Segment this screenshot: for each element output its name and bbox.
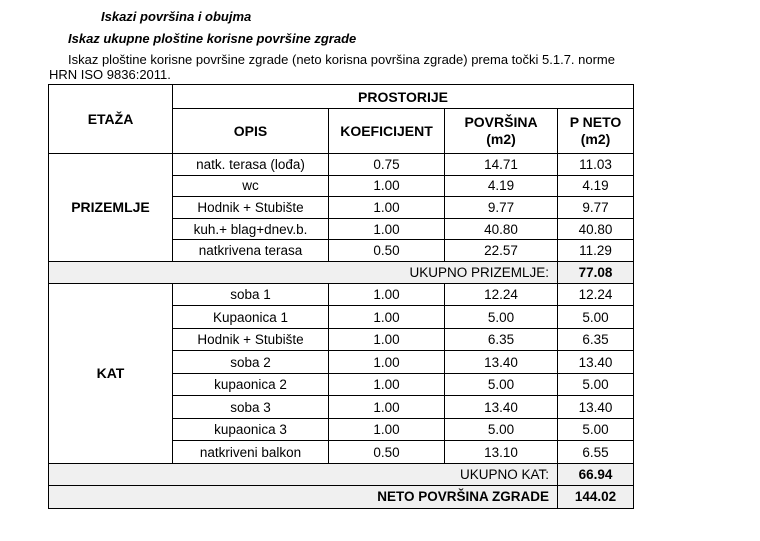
col-header-povrsina <box>445 109 558 154</box>
cell-pneto: 5.00 <box>558 306 634 329</box>
cell-opis: kupaonica 3 <box>173 418 329 441</box>
cell-koef: 1.00 <box>329 351 445 374</box>
table-row <box>49 154 634 176</box>
cell-povrsina: 14.71 <box>445 154 558 176</box>
cell-pneto: 6.35 <box>558 328 634 351</box>
cell-povrsina: 5.00 <box>445 418 558 441</box>
subtotal-value: 66.94 <box>558 463 634 485</box>
col-header-pneto-line1: P NETO <box>569 114 622 130</box>
cell-koef: 1.00 <box>329 396 445 419</box>
header-prostorije: PROSTORIJE <box>173 85 634 109</box>
cell-pneto: 5.00 <box>558 373 634 396</box>
section-heading: Iskazi površina i obujma <box>101 9 252 24</box>
area-table <box>48 84 634 509</box>
cell-pneto: 4.19 <box>558 175 634 197</box>
cell-povrsina: 13.10 <box>445 441 558 464</box>
col-header-pneto-line2: (m2) <box>580 131 611 147</box>
cell-opis: natkriveni balkon <box>173 441 329 464</box>
header-etaza: ETAŽA <box>49 85 173 154</box>
cell-opis: natk. terasa (lođa) <box>173 154 329 176</box>
cell-pneto: 13.40 <box>558 396 634 419</box>
cell-opis: natkrivena terasa <box>173 240 329 262</box>
cell-opis: soba 1 <box>173 283 329 306</box>
cell-povrsina: 13.40 <box>445 396 558 419</box>
cell-koef: 1.00 <box>329 283 445 306</box>
etaza-prizemlje: PRIZEMLJE <box>49 154 173 262</box>
cell-pneto: 9.77 <box>558 197 634 219</box>
etaza-kat: KAT <box>49 283 173 463</box>
header-row-1 <box>49 85 634 109</box>
col-header-povrsina-line2: (m2) <box>486 131 516 147</box>
table-row <box>49 283 634 306</box>
subtotal-row-kat <box>49 463 634 485</box>
cell-opis: kuh.+ blag+dnev.b. <box>173 218 329 240</box>
intro-line-2: HRN ISO 9836:2011. <box>49 67 171 82</box>
cell-povrsina: 22.57 <box>445 240 558 262</box>
intro-line-1: Iskaz ploštine korisne površine zgrade (neto korisna površina zgrade) prema točki 5.1.7. norme <box>68 52 615 67</box>
cell-opis: kupaonica 2 <box>173 373 329 396</box>
cell-pneto: 5.00 <box>558 418 634 441</box>
subtotal-row-prizemlje <box>49 261 634 283</box>
cell-koef: 1.00 <box>329 418 445 441</box>
cell-opis: soba 3 <box>173 396 329 419</box>
subtotal-label: UKUPNO KAT: <box>49 463 558 485</box>
col-header-pneto <box>558 109 634 154</box>
cell-koef: 0.50 <box>329 240 445 262</box>
col-header-koeficijent: KOEFICIJENT <box>329 109 445 154</box>
cell-pneto: 40.80 <box>558 218 634 240</box>
cell-pneto: 13.40 <box>558 351 634 374</box>
col-header-opis: OPIS <box>173 109 329 154</box>
cell-koef: 1.00 <box>329 197 445 219</box>
cell-koef: 1.00 <box>329 373 445 396</box>
subsection-heading: Iskaz ukupne ploštine korisne površine zgrade <box>68 31 357 46</box>
cell-povrsina: 6.35 <box>445 328 558 351</box>
grand-total-row <box>49 485 634 508</box>
subtotal-label: UKUPNO PRIZEMLJE: <box>49 261 558 283</box>
cell-povrsina: 12.24 <box>445 283 558 306</box>
cell-povrsina: 9.77 <box>445 197 558 219</box>
cell-koef: 0.75 <box>329 154 445 176</box>
cell-opis: wc <box>173 175 329 197</box>
subtotal-value: 77.08 <box>558 261 634 283</box>
cell-povrsina: 5.00 <box>445 373 558 396</box>
cell-povrsina: 4.19 <box>445 175 558 197</box>
intro-paragraph <box>49 52 749 82</box>
cell-opis: soba 2 <box>173 351 329 374</box>
cell-koef: 1.00 <box>329 306 445 329</box>
cell-povrsina: 40.80 <box>445 218 558 240</box>
grand-total-label: NETO POVRŠINA ZGRADE <box>49 485 558 508</box>
cell-pneto: 11.29 <box>558 240 634 262</box>
cell-opis: Hodnik + Stubište <box>173 328 329 351</box>
cell-opis: Hodnik + Stubište <box>173 197 329 219</box>
cell-koef: 1.00 <box>329 328 445 351</box>
cell-koef: 0.50 <box>329 441 445 464</box>
cell-povrsina: 13.40 <box>445 351 558 374</box>
cell-pneto: 6.55 <box>558 441 634 464</box>
cell-povrsina: 5.00 <box>445 306 558 329</box>
col-header-povrsina-line1: POVRŠINA <box>464 114 538 130</box>
grand-total-value: 144.02 <box>558 485 634 508</box>
cell-koef: 1.00 <box>329 175 445 197</box>
cell-pneto: 11.03 <box>558 154 634 176</box>
cell-koef: 1.00 <box>329 218 445 240</box>
cell-pneto: 12.24 <box>558 283 634 306</box>
cell-opis: Kupaonica 1 <box>173 306 329 329</box>
